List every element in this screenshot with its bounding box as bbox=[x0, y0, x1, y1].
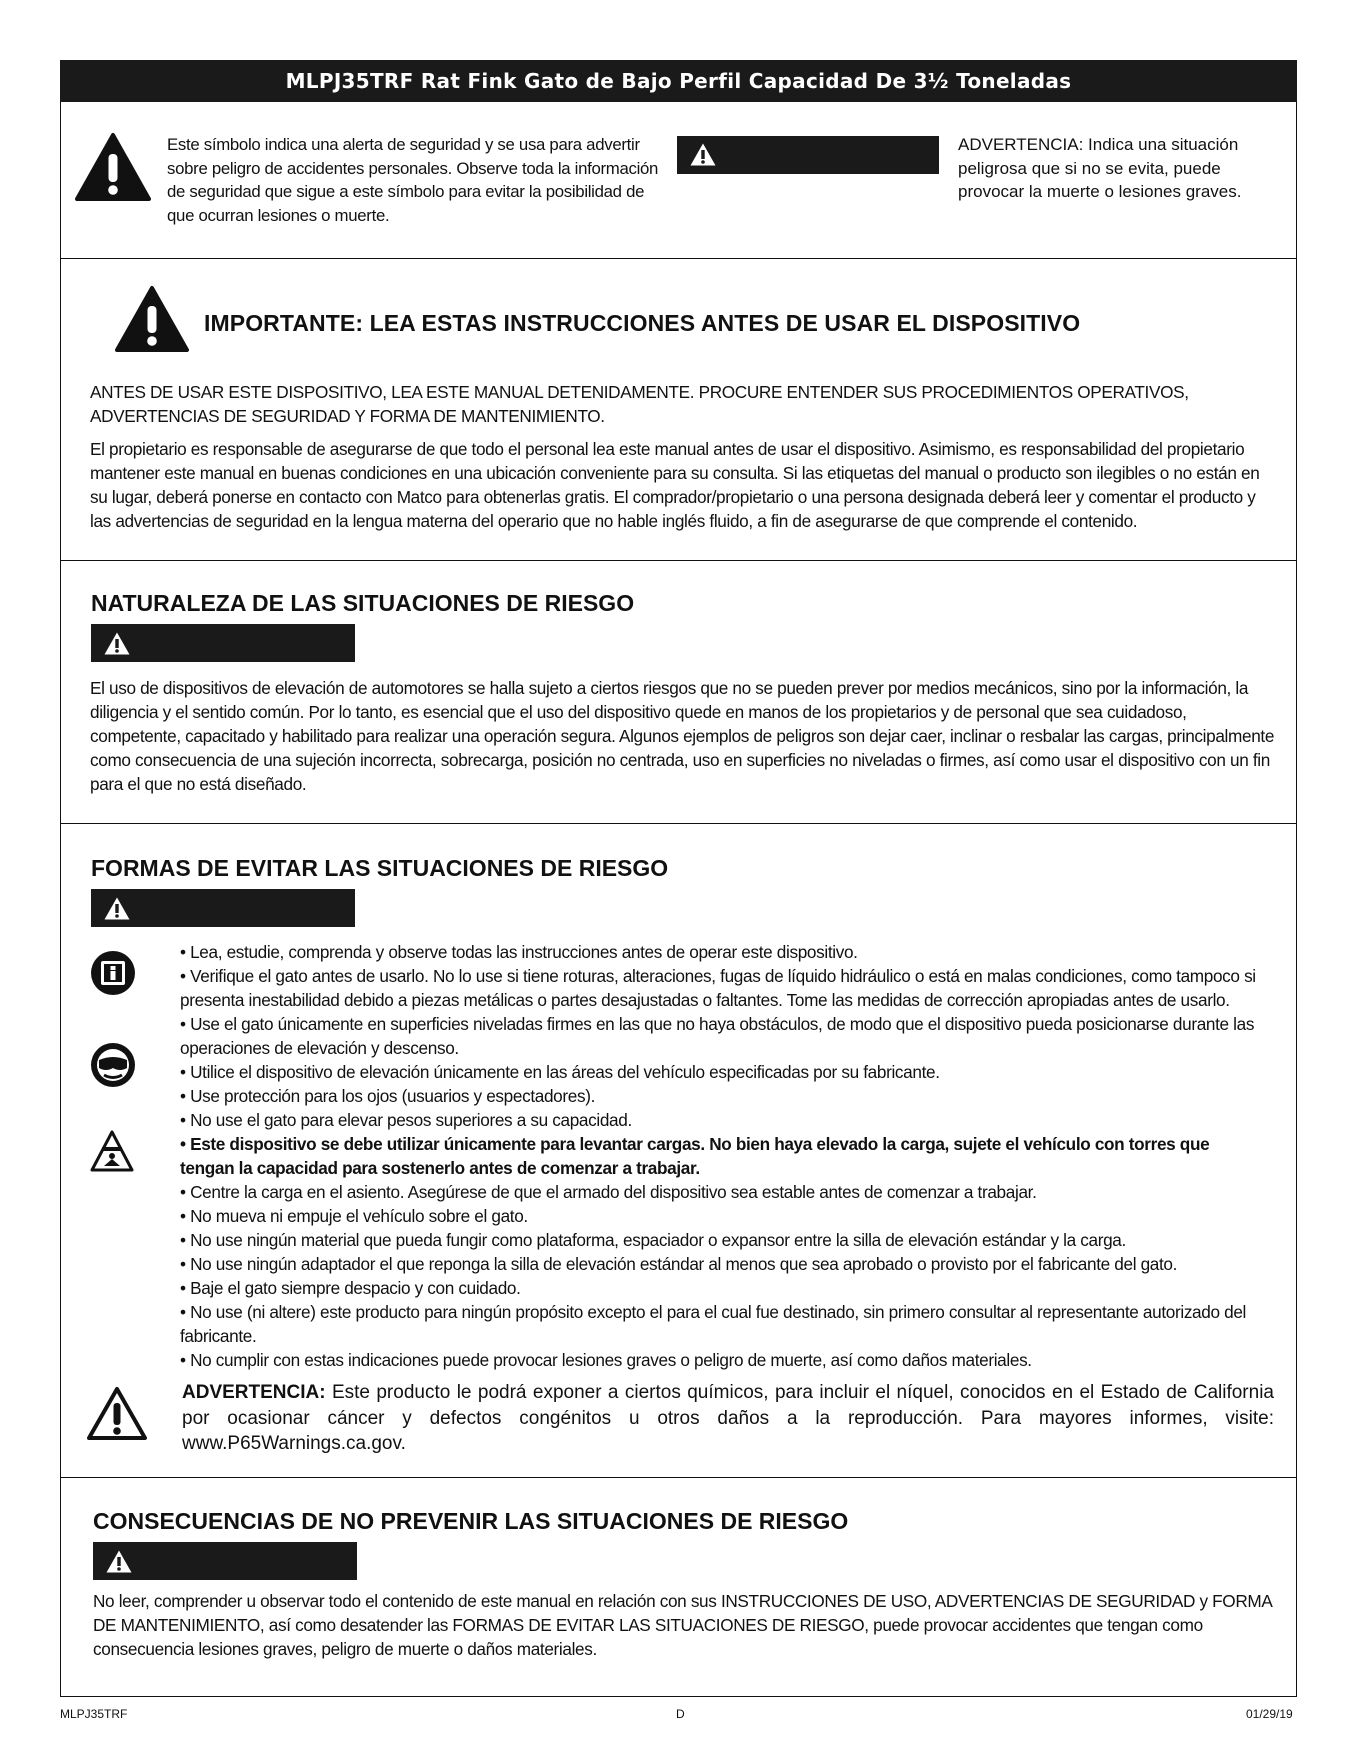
warning-signal-bar bbox=[93, 1542, 357, 1580]
list-item: • Centre la carga en el asiento. Asegúrese de que el armado del dispositivo sea estable antes de comenzar a trabajar. bbox=[180, 1182, 1037, 1202]
divider bbox=[60, 258, 1297, 259]
consequences-heading: CONSECUENCIAS DE NO PREVENIR LAS SITUACIONES DE RIESGO bbox=[93, 1508, 849, 1534]
warning-triangle-icon bbox=[689, 142, 717, 167]
avoid-heading: FORMAS DE EVITAR LAS SITUACIONES DE RIESGO bbox=[91, 855, 669, 881]
warning-triangle-icon bbox=[103, 896, 131, 921]
list-item: • No use el gato para elevar pesos superiores a su capacidad. bbox=[180, 1110, 632, 1130]
warning-signal-bar bbox=[91, 624, 355, 662]
footer-date: 01/29/19 bbox=[1246, 1707, 1293, 1721]
important-paragraph-1: ANTES DE USAR ESTE DISPOSITIVO, LEA ESTE MANUAL DETENIDAMENTE. PROCURE ENTENDER SUS PROCEDIMIENTOS OPERATIVOS, ADVERTENCIAS DE SEGURIDAD Y FORMA DE MANTENIMIENTO. bbox=[90, 382, 1189, 426]
p65-warning-text: Este producto le podrá exponer a ciertos químicos, para incluir el níquel, conocidos en el Estado de California por ocasionar cáncer y defectos congénitos u otros daños a la reproducción. Para mayores informes, visite: www.P65Warnings.ca.gov. bbox=[182, 1382, 1274, 1454]
crush-hazard-icon bbox=[90, 1130, 134, 1172]
warning-signal-bar bbox=[91, 889, 355, 927]
list-item: • No use (ni altere) este producto para ningún propósito excepto el para el cual fue destinado, sin primero consultar al representante autorizado del fabricante. bbox=[180, 1302, 1246, 1346]
list-item: • Baje el gato siempre despacio y con cuidado. bbox=[180, 1278, 521, 1298]
list-item: • Utilice el dispositivo de elevación únicamente en las áreas del vehículo especificadas por su fabricante. bbox=[180, 1062, 940, 1082]
warning-definition: ADVERTENCIA: Indica una situación peligrosa que si no se evita, puede provocar la muerte o lesiones graves. bbox=[958, 135, 1242, 201]
warning-outline-icon bbox=[86, 1385, 148, 1441]
footer-model: MLPJ35TRF bbox=[60, 1707, 128, 1721]
alert-symbol-description: Este símbolo indica una alerta de seguridad y se usa para advertir sobre peligro de accidentes personales. Observe toda la información de seguridad que sigue a este símbolo para evitar la posibilidad de que ocurran lesiones o muerte. bbox=[167, 135, 659, 225]
manual-info-icon bbox=[90, 950, 136, 996]
warning-triangle-icon bbox=[114, 285, 190, 353]
p65-warning-label: ADVERTENCIA: bbox=[182, 1382, 326, 1403]
footer-page: D bbox=[676, 1707, 685, 1721]
warning-triangle-icon bbox=[74, 132, 152, 202]
list-item: • No mueva ni empuje el vehículo sobre el gato. bbox=[180, 1206, 528, 1226]
safety-goggles-icon bbox=[90, 1042, 136, 1088]
list-item: • Lea, estudie, comprenda y observe todas las instrucciones antes de operar este dispositivo. bbox=[180, 942, 858, 962]
warning-triangle-icon bbox=[105, 1549, 133, 1574]
list-item: • Use el gato únicamente en superficies niveladas firmes en las que no haya obstáculos, de modo que el dispositivo pueda posicionarse durante las operaciones de elevación y descenso. bbox=[180, 1014, 1255, 1058]
important-paragraph-2: El propietario es responsable de asegurarse de que todo el personal lea este manual antes de usar el dispositivo. Asimismo, es responsabilidad del propietario mantener este manual en buenas condiciones en una ubicación conveniente para su consulta. Si las etiquetas del manual o producto son ilegibles o no están en su lugar, deberá ponerse en contacto con Matco para obtenerlas gratis. El comprador/propietario o una persona designada deberá leer y comentar el producto y las advertencias de seguridad en la lengua materna del operario que no hable inglés fluido, a fin de asegurarse de que comprende el contenido. bbox=[90, 439, 1260, 531]
list-item: • Use protección para los ojos (usuarios y espectadores). bbox=[180, 1086, 596, 1106]
list-item: • Este dispositivo se debe utilizar únicamente para levantar cargas. No bien haya elevado la carga, sujete el vehículo con torres que tengan la capacidad para sostenerlo antes de comenzar a trabajar. bbox=[180, 1134, 1210, 1178]
divider bbox=[60, 823, 1297, 824]
nature-heading: NATURALEZA DE LAS SITUACIONES DE RIESGO bbox=[91, 590, 635, 616]
list-item: • No cumplir con estas indicaciones puede provocar lesiones graves o peligro de muerte, así como daños materiales. bbox=[180, 1350, 1032, 1370]
warning-triangle-icon bbox=[103, 631, 131, 656]
warning-signal-bar bbox=[677, 136, 939, 174]
nature-text: El uso de dispositivos de elevación de automotores se halla sujeto a ciertos riesgos que no se pueden prever por medios mecánicos, sino por la información, la diligencia y el sentido común. Por lo tanto, es esencial que el uso del dispositivo quede en manos de los propietarios y de personal que sea cuidadoso, competente, capacitado y habilitado para realizar una operación segura. Algunos ejemplos de peligros son dejar caer, inclinar o resbalar las cargas, principalmente como consecuencia de una sujeción incorrecta, sobrecarga, posición no centrada, uso en superficies no niveladas o firmes, así como usar el dispositivo con un fin para el que no está diseñado. bbox=[90, 678, 1275, 794]
p65-warning bbox=[182, 1380, 1274, 1457]
divider bbox=[60, 1477, 1297, 1478]
important-heading: IMPORTANTE: LEA ESTAS INSTRUCCIONES ANTES DE USAR EL DISPOSITIVO bbox=[204, 310, 1081, 336]
list-item: • No use ningún material que pueda fungir como plataforma, espaciador o expansor entre la silla de elevación estándar y la carga. bbox=[180, 1230, 1126, 1250]
avoid-list bbox=[180, 940, 1260, 1372]
consequences-text: No leer, comprender u observar todo el contenido de este manual en relación con sus INSTRUCCIONES DE USO, ADVERTENCIAS DE SEGURIDAD y FORMA DE MANTENIMIENTO, así como desatender las FORMAS DE EVITAR LAS SITUACIONES DE RIESGO, puede provocar accidentes que tengan como consecuencia lesiones graves, peligro de muerte o daños materiales. bbox=[93, 1591, 1272, 1659]
page-title: MLPJ35TRF Rat Fink Gato de Bajo Perfil Capacidad De 3½ Toneladas bbox=[60, 60, 1297, 102]
list-item: • No use ningún adaptador el que reponga la silla de elevación estándar al menos que sea aprobado o provisto por el fabricante del gato. bbox=[180, 1254, 1178, 1274]
divider bbox=[60, 560, 1297, 561]
list-item: • Verifique el gato antes de usarlo. No lo use si tiene roturas, alteraciones, fugas de líquido hidráulico o está en malas condiciones, como tampoco si presenta inestabilidad debido a piezas metálicas o partes desajustadas o faltantes. Tome las medidas de corrección apropiadas antes de usarlo. bbox=[180, 966, 1256, 1010]
